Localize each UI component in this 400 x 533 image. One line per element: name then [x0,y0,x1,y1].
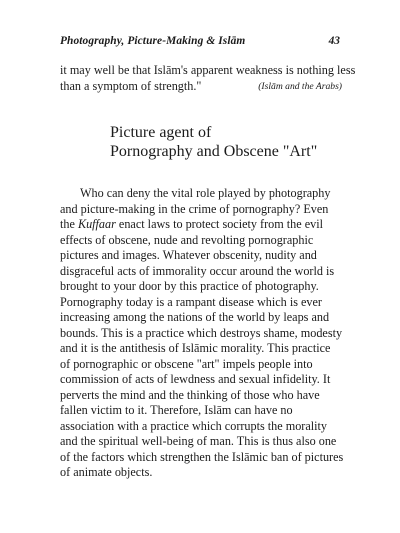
quote-line-2 [60,79,342,95]
paragraph-line: the Kuffaar enact laws to protect society from the evil [60,217,323,231]
paragraph-line: increasing among the nations of the world by leaps and [60,310,330,324]
paragraph-line: of the factors which strengthen the Islāmic ban of pictures [60,449,344,464]
section-heading-line-1: Picture agent of [110,124,212,141]
paragraph-line: of animate objects. [60,465,153,479]
page-number: 43 [328,35,340,47]
running-head-title: Photography, Picture-Making & Islām [60,35,246,47]
paragraph-line: fallen victim to it. Therefore, Islām can have no [60,403,293,417]
running-head [60,35,340,55]
paragraph-line: bounds. This is a practice which destroys shame, modesty [60,325,343,340]
paragraph-line: association with a practice which corrupts the morality [60,418,328,433]
paragraph-line: and picture-making in the crime of pornography? Even [60,201,329,216]
quote-line-2-text: than a symptom of strength." [60,78,202,93]
body-paragraph [60,186,342,481]
quote-citation: (Islām and the Arabs) [258,80,342,92]
paragraph-line: pictures and images. Whatever obscenity, nudity and [60,248,317,262]
section-heading-line-2: Pornography and Obscene "Art" [110,142,318,160]
paragraph-line: and it is the antithesis of Islāmic morality. This practice [60,341,331,355]
continued-quote [60,63,356,94]
paragraph-line: Pornography today is a rampant disease which is ever [60,294,322,309]
paragraph-line: disgraceful acts of immorality occur around the world is [60,263,335,278]
paragraph-line: of pornographic or obscene "art" impels people into [60,356,313,371]
paragraph-line: commission of acts of lewdness and sexual infidelity. It [60,372,331,386]
paragraph-line: Who can deny the vital role played by photography [80,186,331,200]
section-heading [110,124,317,161]
quote-line-1: it may well be that Islām's apparent weakness is nothing less [60,63,356,77]
paragraph-line: effects of obscene, nude and revolting pornographic [60,232,314,247]
paragraph-line: brought to your door by this practice of photography. [60,279,319,293]
emphasized-word: Kuffaar [77,217,116,231]
paragraph-line: perverts the mind and the thinking of those who have [60,387,320,402]
paragraph-line: and the spiritual well-being of man. This is thus also one [60,434,337,448]
